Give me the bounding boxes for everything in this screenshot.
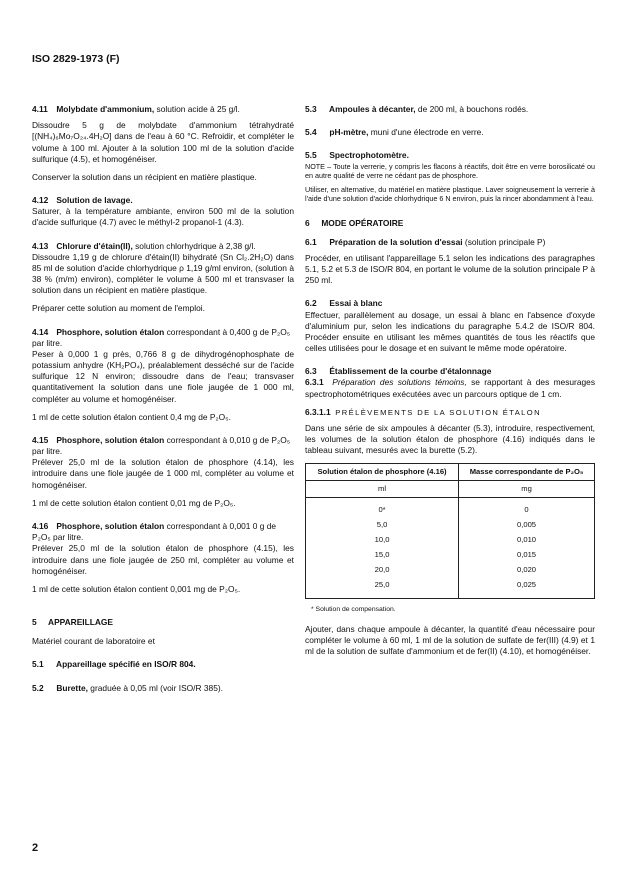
table-cell: 15,0 (306, 547, 459, 562)
section-number: 6.1 (305, 236, 317, 247)
table-cell: 0,020 (459, 562, 595, 577)
section-5-heading (32, 617, 294, 628)
section-number: 4.13 (32, 240, 49, 251)
section-4-15-heading (32, 435, 294, 457)
section-number: 6 (305, 217, 310, 228)
section-5-5-heading (305, 150, 595, 161)
table-unit: mg (459, 480, 595, 497)
paragraph: Préparer cette solution au moment de l'emploi. (32, 303, 205, 314)
paragraph: Procéder, en utilisant l'appareillage 5.1 selon les indications des paragraphes 5.1, 5.2 et 5.3 de ISO/R 804, en portant le volume de la solution principale P à 250 ml. (305, 252, 595, 286)
section-number: 5 (32, 617, 37, 628)
paragraph: Ajouter, dans chaque ampoule à décanter, la quantité d'eau nécessaire pour compléter le volume à 60 ml, 1 ml de la solution de sulfate de fer(III) (4.9) et 1 ml de la solution de sulfate d'ammonium et de fer(II) (4.10), et homogénéiser. (305, 624, 595, 657)
section-title-rest: solution chlorhydrique à 2,38 g/l. (132, 240, 256, 251)
section-title-rest: muni d'une électrode en verre. (368, 127, 484, 138)
section-title: Molybdate d'ammonium, (56, 104, 155, 114)
section-title: PRÉLÈVEMENTS DE LA SOLUTION ÉTALON (335, 407, 541, 417)
paragraph: Dissoudre 5 g de molybdate d'ammonium tétrahydraté [(NH₄)₆Mo₇O₂₄.4H₂O] dans de l'eau à 60 °C. Refroidir, et compléter le volume à 100 ml. Ajouter à la solution 100 ml de la solution d'acide sulfurique (4.5), et homogénéiser. (32, 120, 294, 164)
section-4-14-heading (32, 327, 294, 349)
paragraph: 1 ml de cette solution étalon contient 0,001 mg de P₂O₅. (32, 583, 241, 594)
section-title: Appareillage spécifié en ISO/R 804. (56, 659, 196, 670)
paragraph: Peser à 0,000 1 g près, 0,766 8 g de dihydrogénophosphate de potassium anhydre (KH₂PO₄), préalablement desséché sur de l'acide sulfurique 12 N environ; dissoudre dans de l'eau; transvaser quantitativement la solution dans une fiole jaugée de 1 000 ml, compléter au volume et homogénéiser. (32, 348, 294, 404)
section-title: Chlorure d'étain(II), (56, 240, 133, 251)
table-cell: 20,0 (306, 562, 459, 577)
section-title: Établissement de la courbe d'étalonnage (329, 366, 492, 377)
section-title: Phosphore, solution étalon (56, 434, 165, 445)
section-number: 5.3 (305, 104, 317, 114)
section-title: Solution de lavage. (56, 195, 133, 206)
paragraph: Dans une série de six ampoules à décanter (5.3), introduire, respectivement, les volumes de la solution étalon de phosphore (4.16) indiqués dans le tableau suivant, mesurés avec la burette (5.2). (305, 422, 595, 456)
table-cell: 0* (306, 498, 459, 518)
section-5-3-heading (305, 104, 595, 115)
section-title-rest: se rapportant à des mesurages spectrophotométriques exécutées avec un parcours optique de 1 cm. (305, 377, 596, 399)
section-6-1-heading (305, 237, 595, 248)
section-5-4-heading (305, 127, 595, 138)
paragraph: Matériel courant de laboratoire et (32, 636, 155, 647)
note: NOTE – Toute la verrerie, y compris les flacons à réactifs, doit être en verre borosilicaté ou en autre qualité de verre ne cédant pas de phosphore. (305, 161, 595, 181)
paragraph: Saturer, à la température ambiante, environ 500 ml de la solution d'acide sulfurique (4.7) avec le méthyl-2 propanol-1 (4.3). (32, 206, 294, 228)
table-row (306, 517, 595, 532)
table-cell: 0 (459, 498, 595, 518)
calibration-table (305, 463, 595, 599)
table-cell: 0,025 (459, 577, 595, 599)
section-title: Essai à blanc (329, 298, 383, 309)
section-title: Spectrophotomètre. (329, 150, 409, 161)
table-row (306, 547, 595, 562)
section-title-rest: correspondant à 0,001 0 g de P₂O₅ par litre. (32, 520, 277, 543)
section-title-rest: de 200 ml, à bouchons rodés. (415, 104, 529, 114)
section-number: 5.2 (32, 682, 44, 693)
note: Utiliser, en alternative, du matériel en matière plastique. Laver soigneusement la verrerie à l'aide d'une solution d'acide chlorhydrique 6 N environ, puis la rincer abondamment à l'eau. (305, 184, 595, 204)
table-cell: 0,015 (459, 547, 595, 562)
section-number: 4.14 (32, 326, 49, 337)
paragraph: 1 ml de cette solution étalon contient 0,4 mg de P₂O₅. (32, 411, 231, 422)
page-number: 2 (32, 842, 39, 855)
paragraph: Prélever 25,0 ml de la solution étalon de phosphore (4.14), les introduire dans une fiole jaugée de 1 000 ml, compléter au volume et homogénéiser. (32, 457, 294, 490)
table-row (306, 498, 595, 518)
paragraph: Conserver la solution dans un récipient en matière plastique. (32, 171, 257, 182)
section-6-3-heading (305, 366, 595, 377)
document-header: ISO 2829-1973 (F) (32, 53, 120, 65)
section-number: 4.11 (32, 104, 48, 114)
paragraph: Effectuer, parallèlement au dosage, un essai à blanc en l'absence d'oxyde d'aluminium pur, selon les indications du paragraphe 5.4.2 de ISO/R 804. Procéder ensuite en utilisant les mêmes quantités de tous les réactifs que celles utilisées pour le dosage et en suivant le même mode opératoire. (305, 309, 595, 354)
section-4-12-heading (32, 195, 294, 206)
section-title-rest: graduée à 0,05 ml (voir ISO/R 385). (87, 682, 223, 693)
table-unit: ml (306, 480, 459, 497)
section-4-16-heading (32, 521, 294, 543)
table-row (306, 562, 595, 577)
section-number: 4.15 (32, 434, 49, 445)
section-number: 6.3.1 (305, 377, 324, 388)
section-5-1-heading (32, 659, 294, 670)
right-column (305, 104, 595, 665)
table-footnote: * Solution de compensation. (311, 606, 396, 614)
section-title-rest: (solution principale P) (462, 236, 546, 247)
section-6-3-1 (305, 377, 595, 399)
table-cell: 0,010 (459, 532, 595, 547)
section-number: 6.3.1.1 (305, 406, 331, 417)
paragraph: 1 ml de cette solution étalon contient 0,01 mg de P₂O₅. (32, 497, 236, 508)
table-header: Masse correspondante de P₂O₅ (459, 464, 595, 480)
table-cell: 25,0 (306, 577, 459, 599)
section-title: Préparation de la solution d'essai (329, 236, 463, 247)
section-5-2-heading (32, 683, 294, 694)
section-title: pH-mètre, (329, 127, 369, 138)
section-title: MODE OPÉRATOIRE (321, 217, 404, 228)
section-number: 6.2 (305, 298, 317, 309)
section-6-3-1-1-heading (305, 407, 595, 418)
section-6-2-heading (305, 298, 595, 309)
section-number: 4.12 (32, 195, 49, 206)
table-header: Solution étalon de phosphore (4.16) (306, 464, 459, 480)
section-number: 5.4 (305, 127, 317, 138)
section-6-heading (305, 218, 595, 229)
section-4-11-heading (32, 104, 294, 115)
section-title-rest: solution acide à 25 g/l. (154, 104, 240, 114)
section-number: 5.5 (305, 150, 317, 161)
section-number: 4.16 (32, 520, 49, 531)
section-4-13-heading (32, 241, 294, 252)
section-title: Ampoules à décanter, (329, 104, 416, 114)
table-cell: 10,0 (306, 532, 459, 547)
paragraph: Prélever 25,0 ml de la solution étalon de phosphore (4.15), les introduire dans une fiole jaugée de 250 ml, compléter au volume et homogénéiser. (32, 543, 294, 576)
section-title-rest: correspondant à 0,010 g de P₂O₅ par litre. (32, 434, 291, 457)
section-title: Préparation des solutions témoins, (332, 377, 467, 388)
section-title-rest: correspondant à 0,400 g de P₂O₅ par litre. (32, 326, 291, 348)
paragraph: Dissoudre 1,19 g de chlorure d'étain(II) bihydraté (Sn Cl₂.2H₂O) dans 85 ml de solution d'acide chlorhydrique ρ 1,19 g/ml environ, (solution à 38 % (m/m) environ), compléter le volume à 500 ml et transvaser la solution dans un récipient en matière plastique. (32, 251, 294, 296)
table-row (306, 532, 595, 547)
section-title: APPAREILLAGE (48, 617, 114, 628)
table-row (306, 577, 595, 599)
table-cell: 5,0 (306, 517, 459, 532)
section-title: Phosphore, solution étalon (56, 520, 165, 531)
section-title: Phosphore, solution étalon (56, 326, 165, 337)
section-title: Burette, (56, 682, 88, 693)
section-number: 5.1 (32, 659, 44, 670)
section-number: 6.3 (305, 366, 317, 377)
left-column (32, 104, 294, 694)
table-cell: 0,005 (459, 517, 595, 532)
